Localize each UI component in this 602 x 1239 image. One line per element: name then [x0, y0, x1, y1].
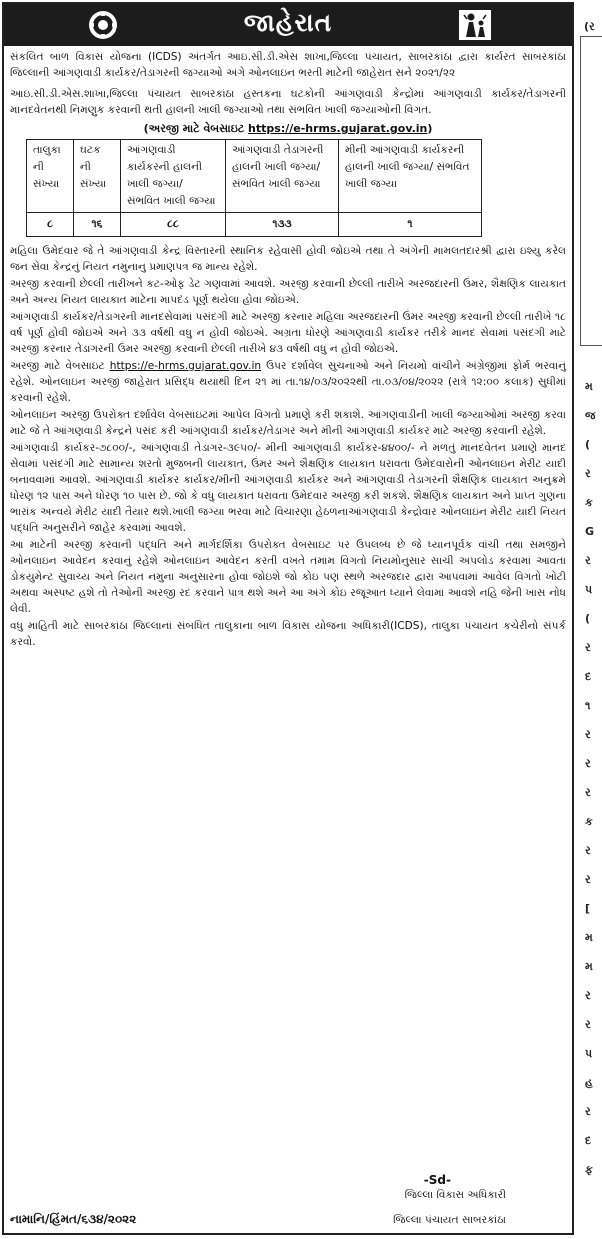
- side-char: મ: [585, 380, 593, 393]
- header-helper-vacancy: આંગણવાડી તેડાગરની હાલની ખાલી જગ્યા/ સંભવિત ખાલી જગ્યા: [226, 140, 339, 213]
- side-char: ૧: [585, 699, 591, 712]
- website-line: [10, 121, 566, 137]
- header-mini-worker-vacancy: મીની આંગણવાડી કાર્યકરની હાલની ખાલી જગ્યા/ સંભવિત ખાલી જગ્યા: [339, 140, 482, 213]
- residency-paragraph: મહિલા ઉમેદવાર જે તે આંગણવાડી કેન્દ્ર વિસ્તારની સ્થાનિક રહેવાસી હોવી જોઇએ તથા તે અંગેની મામલતદારશ્રી દ્વારા ઇશ્યુ કરેલ જન સેવા કેન્દ્રનું નિયત નમુનાનુ પ્રમાણપત્ર જ માન્ય રહેશે.: [10, 245, 566, 273]
- value-worker-vacancy: ૮૮: [121, 213, 226, 237]
- value-helper-vacancy: ૧૩૩: [226, 213, 339, 237]
- signatory-designation: જિલ્લા વિકાસ અધિકારી: [404, 1189, 506, 1201]
- reference-number: નામાનિ/હિંમત/૬૩૪/૨૦૨૨: [10, 1212, 137, 1226]
- value-ghatak-count: ૧૬: [74, 213, 121, 237]
- side-char: દ: [585, 1134, 592, 1147]
- side-char: દ: [585, 670, 592, 683]
- side-char: G: [585, 525, 595, 538]
- side-char: ર: [585, 1018, 591, 1031]
- side-char: ર: [585, 844, 591, 857]
- side-char: ર: [585, 757, 591, 770]
- website-link[interactable]: https://e-hrms.gujarat.gov.in: [248, 122, 428, 135]
- guidelines-paragraph: આ માટેની અરજી કરવાની પદ્ધતિ અને માર્ગદર્શિકા ઉપરોક્ત વેબસાઇટ પર ઉપલબ્ધ છે જે ધ્યાનપૂર્વક વાંચી તથા સમજીને ઓનલાઇન આવેદન કરવાનું રહેશે ઓનલાઇન આવેદન કરતી વખતે તમામ વિગતો નિયમોનુસાર સાચી અપલોડ કરવામાં આવતા ડોકયુમેન્ટ સુવાચ્ય અને નિયત નમુના અનુસારના હોવા જોઇશે જો કોઇ પણ સ્થળે અરજદાર દ્વારા આપવામાં આવેલ વિગતો ખોટી અથવા અસ્પષ્ટ હશે તો તેઓની અરજી રદ કરવાને પાત્ર થશે અને આ અંગે કોઇ રજૂઆત ધ્યાને લેવામાં આવશે નહિ જેની ખાસ નોધ લેવી.: [10, 539, 566, 615]
- side-char: ર: [585, 1105, 591, 1118]
- notice-content: [4, 46, 572, 650]
- side-char: ર: [585, 989, 591, 1002]
- side-char: ર: [585, 786, 591, 799]
- side-char: ર: [585, 641, 591, 654]
- header-worker-vacancy: આંગણવાડી કાર્યકરની હાલની ખાલી જગ્યા/ સંભવિત ખાલી જગ્યા: [121, 140, 226, 213]
- apply-website-link[interactable]: https://e-hrms.gujarat.gov.in: [109, 360, 262, 372]
- value-taluka-count: ૮: [27, 213, 74, 237]
- page-title: જાહેરાત: [243, 8, 333, 37]
- side-char: ફ: [585, 1163, 593, 1176]
- side-char: [: [585, 902, 591, 915]
- header-banner: [4, 4, 572, 46]
- side-char: પ: [585, 583, 593, 596]
- notice-footer: [10, 1153, 566, 1227]
- side-char: (: [585, 438, 591, 451]
- value-mini-worker-vacancy: ૧: [339, 213, 482, 237]
- website-prefix: (અરજી માટે વેબસાઇટ: [143, 122, 249, 135]
- side-char: મ: [585, 960, 593, 973]
- side-char: ક: [585, 496, 593, 509]
- honorarium-paragraph: આંગણવાડી કાર્યકર-૭૮૦૦/-, આંગણવાડી તેડાગર-૩૯૫૦/- મીની આંગણવાડી કાર્યકર-૪૪૦૦/- ને મળતું માનદવેતન પ્રમાણે માનદ સેવામાં પસંદગી માટે સામાન્ય શરતો મુજબની લાયકાત, ઉંમર અને શૈક્ષણિક લાયકાત ધરાવતા ઉમેદવારોની ઓનલાઇન મેરીટ યાદી બનાવવામાં આવશે. આંગણવાડી કાર્યકર કાર્યકર/મીની આંગણવાડી કાર્યકર અને આંગણવાડી તેડાગરની શૈક્ષણિક લાયકાત અનુક્રમે ધોરણ ૧૨ પાસ અને ધોરણ ૧૦ પાસ છે. જો કે વધુ લાયકાત ધરાવતા ઉમેદવાર અરજી કરી શકશે. શૈક્ષણિક લાયકાત અને પ્રાપ્ત ગુણના ભારાંક અન્વયે મેરીટ યાદી તૈયાર થશે.ખાલી જગ્યા ભરવા માટે વિચારણા હેઠળનાઆંગણવાડી કેન્દ્રોવાર ઓનલાઇન મેરીટ યાદી નિયત પદ્ધતિ અનુસરીને જાહેર કરવામાં આવશે.: [10, 442, 566, 534]
- header-ghatak-count: ઘટક ની સંખ્યા: [74, 140, 121, 213]
- side-char: જ: [585, 409, 596, 422]
- online-process-paragraph: ઓનલાઇન અરજી ઉપરોક્ત દર્શાવેલ વેબસાઇટમાં આપેલ વિગતો પ્રમાણે કરી શકાશે. આંગણવાડીની ખાલી જગ્યાઓમાં અરજી કરવા માટે જે તે આંગણવાડી કેન્દ્રને પસંદ કરી આંગણવાડી કાર્યકર/તેડાગર અને મીની આંગણવાડી કાર્યકર માટે અરજી કરવાની રહેશે.: [10, 409, 566, 437]
- apply-suffix: ઉપર દર્શાવેલ સુચનાઓ અને નિયમો વાંચીને અંગ્રેજીમાં ફોર્મ ભરવાનું રહેશે. ઓનલાઇન અરજી જાહેરાત પ્રસિદ્ધ થયાથી દિન ૨૧ માં તા.૧૪/૦૩/૨૦૨૨થી તા.૦૩/૦૪/૨૦૨૨ (રાત્રે ૧૨:૦૦ કલાક) સુધીમાં કરવાની રહેશે.: [10, 360, 566, 404]
- side-char: ર: [585, 873, 591, 886]
- advertisement-notice: [2, 2, 574, 1235]
- side-top-text: (ર: [584, 20, 595, 33]
- vacancy-table: [26, 139, 482, 237]
- age-paragraph: આંગણવાડી કાર્યકર/તેડાગરની માનદસેવામાં પસંદગી માટે અરજી કરનાર મહિલા અરજદારની ઉંમર અરજી કરવાની છેલ્લી તારીખે ૧૮ વર્ષ પૂર્ણ હોવી જોઇએ અને ૩૩ વર્ષથી વધુ ન હોવી જોઇએ. અગ્રતા ધોરણે આંગણવાડી કાર્યકર તરીકે માનદ સેવામાં પસંદગી માટે અરજી કરનાર તેડાગરની ઉંમર અરજી કરવાની છેલ્લી તારીખે ૪૩ વર્ષથી વધુ ન હોવી જોઇએ.: [10, 311, 566, 355]
- side-char: ર: [585, 554, 591, 567]
- mother-child-icon: [458, 9, 492, 41]
- table-row: [27, 213, 482, 237]
- notice-body: [10, 243, 566, 650]
- side-char: મ: [585, 931, 593, 944]
- adjacent-box-fragment: [580, 36, 602, 346]
- cutoff-paragraph: અરજી કરવાની છેલ્લી તારીખને કટ-ઓફ ડેટ ગણવામાં આવશે. અરજી કરવાની છેલ્લી તારીખે અરજદારની ઉંમર, શૈક્ષણિક લાયકાત અને અન્ય નિયત લાયકાત માટેના માપદંડ પૂર્ણ થયેલા હોવા જોઇએ.: [10, 278, 566, 306]
- intro-paragraph: સંકલિત બાળ વિકાસ યોજના (ICDS) અંતર્ગત આઇ.સી.ડી.એસ શાખા,જિલ્લા પંચાયત, સાબરકાંઠા દ્વારા કાર્યરત સાબરકાંઠા જિલ્લાની આંગણવાડી કાર્યકર/તેડાગરની જગ્યાઓ અંગે ઓનલાઇન ભરતી માટેની જાહેરાત સને ૨૦૨૧/૨૨: [10, 51, 566, 79]
- side-char: ર: [585, 467, 591, 480]
- apply-prefix: અરજી માટે વેબસાઇટ: [10, 360, 110, 372]
- signature-sd: -Sd-: [423, 1173, 451, 1187]
- side-char: (: [585, 612, 591, 625]
- application-window-paragraph: [10, 358, 566, 406]
- contact-paragraph: વધુ માહિતી માટે સાબરકાંઠા જિલ્લાનાં સંબધિત તાલુકાના બાળ વિકાસ યોજના અધિકારી(ICDS), તાલુકા પંચાયત કચેરીનો સંપર્ક કરવો.: [10, 620, 566, 648]
- signatory-office: જિલ્લા પંચાયત સાબરકાંઠા: [393, 1214, 506, 1226]
- table-header-row: [27, 140, 482, 213]
- header-taluka-count: તાલુકા ની સંખ્યા: [27, 140, 74, 213]
- website-suffix: ): [427, 122, 433, 135]
- side-char: હ: [585, 1076, 593, 1089]
- side-char: ક: [585, 815, 593, 828]
- side-char: ર: [585, 728, 591, 741]
- side-char: પ: [585, 1047, 593, 1060]
- vacancy-description: આઇ.સી.ડી.એસ.શાખા,જિલ્લા પંચાયત સાબરકાંઠા હસ્તકના ઘટકોની આંગણવાડી કેન્દ્રોમાં આંગણવાડી કાર્યકર/તેડાગરની માનદવેતનથી નિમણુક કરવાની થતી હાલની ખાલી જગ્યાઓ તથા સંભવિત ખાલી જગ્યાઓની વિગત.: [10, 88, 566, 116]
